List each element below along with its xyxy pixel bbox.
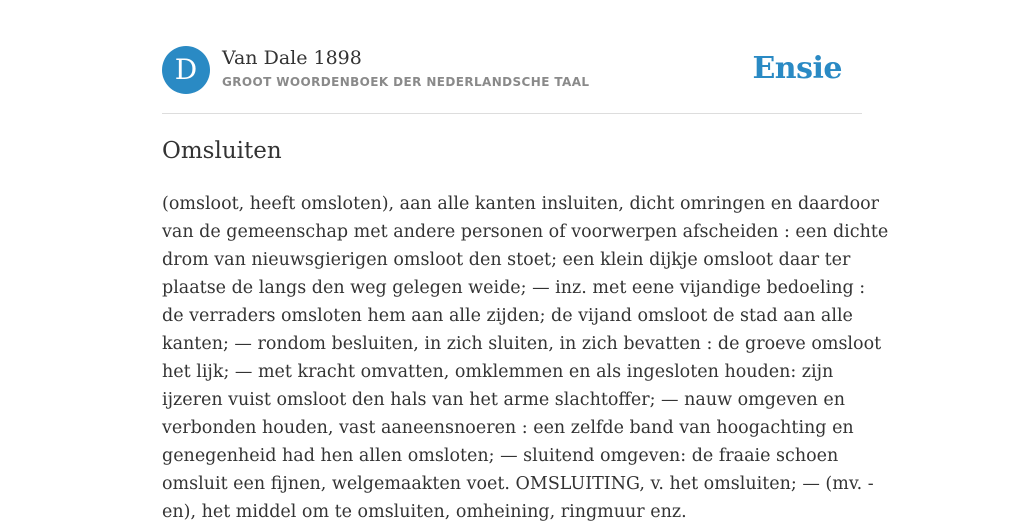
header-divider — [162, 113, 862, 114]
definition-line: de verraders omsloten hem aan alle zijden; de vijand omsloot de stad aan alle — [162, 306, 853, 326]
definition-line: plaatse de langs den weg gelegen weide; — inz. met eene vijandige bedoeling : — [162, 278, 866, 298]
source-header — [162, 46, 862, 96]
definition-line: drom van nieuwsgierigen omsloot den stoet; een klein dijkje omsloot daar ter — [162, 250, 851, 270]
definition-line: genegenheid had hen allen omsloten; — sluitend omgeven: de fraaie schoen — [162, 446, 839, 466]
source-title[interactable]: Van Dale 1898 — [222, 47, 362, 69]
definition-line: van de gemeenschap met andere personen of voorwerpen afscheiden : een dichte — [162, 222, 889, 242]
entry-title: Omsluiten — [162, 138, 282, 164]
definition-line: ijzeren vuist omsloot den hals van het arme slachtoffer; — nauw omgeven en — [162, 390, 846, 410]
definition-line: het lijk; — met kracht omvatten, omklemmen en als ingesloten houden: zijn — [162, 362, 834, 382]
brand-logo[interactable]: Ensie — [752, 51, 842, 86]
definition-line: (omsloot, heeft omsloten), aan alle kanten insluiten, dicht omringen en daardoor — [162, 194, 880, 214]
definition-line: omsluit een fijnen, welgemaakten voet. OMSLUITING, v. het omsluiten; — (mv. - — [162, 474, 874, 494]
source-subtitle: GROOT WOORDENBOEK DER NEDERLANDSCHE TAAL — [222, 75, 590, 89]
definition-line: kanten; — rondom besluiten, in zich sluiten, in zich bevatten : de groeve omsloot — [162, 334, 882, 354]
definition-line: en), het middel om te omsluiten, omheining, ringmuur enz. — [162, 502, 687, 522]
definition-line: verbonden houden, vast aaneensnoeren : een zelfde band van hoogachting en — [162, 418, 854, 438]
entry-definition — [162, 190, 889, 526]
source-avatar[interactable]: D — [162, 46, 210, 94]
